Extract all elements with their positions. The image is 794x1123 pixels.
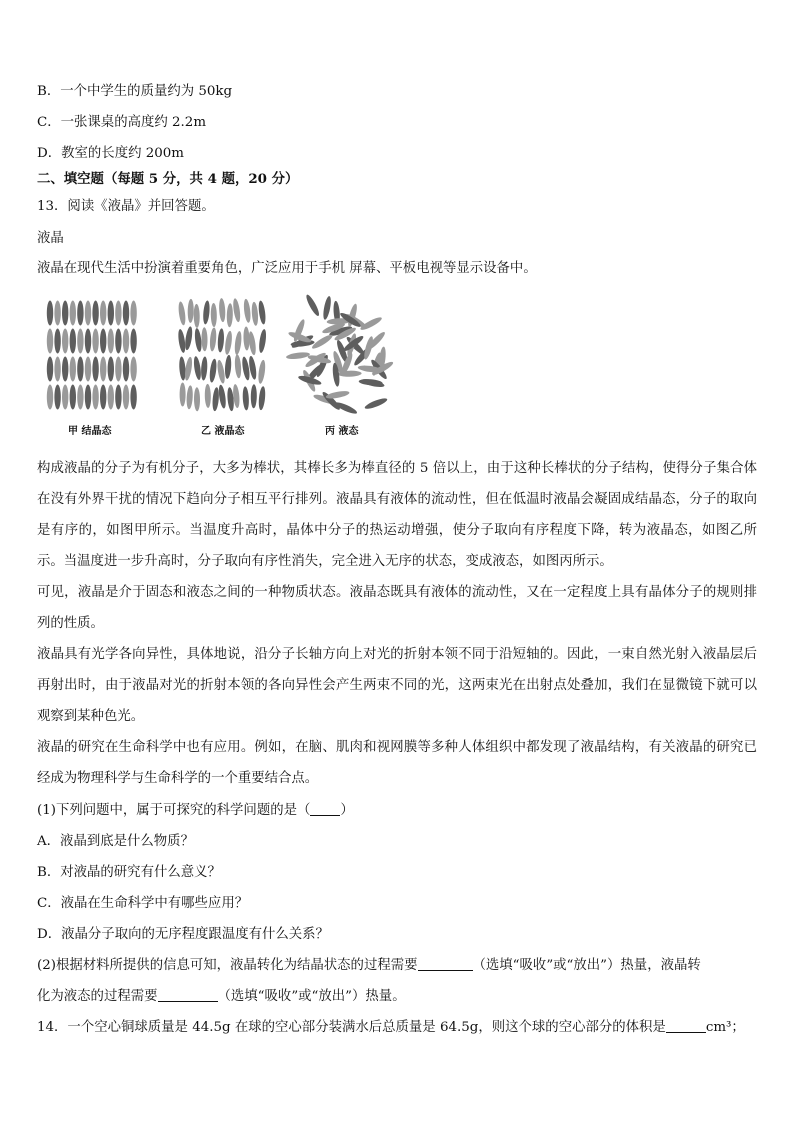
option-b-prev: B．一个中学生的质量约为 50kg (37, 84, 233, 99)
crystal-molecule (62, 329, 68, 354)
crystal-molecule (47, 301, 53, 326)
liquid-crystal-molecule (243, 299, 252, 324)
crystal-molecule (115, 301, 121, 326)
crystal-molecule (85, 357, 91, 382)
liquid-crystal-molecule (194, 328, 203, 353)
answer-blank-1[interactable] (310, 801, 340, 816)
crystal-molecule (115, 329, 121, 354)
liquid-crystal-molecule (202, 300, 210, 324)
crystal-molecule (70, 301, 76, 326)
liquid-molecule (364, 396, 389, 410)
liquid-crystal-molecule (224, 331, 233, 356)
crystal-molecule (92, 385, 98, 410)
crystal-molecule (130, 357, 136, 382)
crystal-molecule (54, 301, 60, 326)
liquid-crystal-molecule (258, 329, 267, 354)
liquid-crystal-molecule (242, 386, 249, 410)
crystal-molecule (92, 357, 98, 382)
liquid-crystal-figure (40, 293, 400, 443)
paragraph-4: 液晶具有光学各向异性，具体地说，沿分子长轴方向上对光的折射本领不同于沿短轴的。因此，一束自然光射入液晶层后再射出时，由于液晶对光的折射本领的各向异性会产生两束不同的光，这两束光在出射点处叠加，我们在显微镜下就可以观察到某种色光。 (37, 647, 757, 724)
crystal-molecule (54, 357, 60, 382)
q13-intro: 13．阅读《液晶》并回答题。 (37, 199, 215, 214)
crystal-molecule (100, 357, 106, 382)
paragraph-5: 液晶的研究在生命科学中也有应用。例如，在脑、肌肉和视网膜等多种人体组织中都发现了液晶结构，有关液晶的研究已经成为物理科学与生命科学的一个重要结合点。 (37, 740, 757, 786)
liquid-crystal-molecule (226, 303, 233, 327)
crystal-molecule (47, 357, 53, 382)
liquid-crystal-molecule (251, 384, 257, 408)
section-heading: 二、填空题（每题 5 分，共 4 题，20 分） (37, 171, 299, 187)
liquid-crystal-molecule (205, 384, 212, 408)
paragraph-2: 构成液晶的分子为有机分子，大多为棒状，其棒长多为棒直径的 5 倍以上，由于这种长棒状的分子结构，使得分子集合体在没有外界干扰的情况下趋向分子相互平行排列。液晶具有液体的流动性，但在低温时液晶会凝固成结晶态，分子的取向是有序的，如图甲所示。当温度升高时，晶体中分子的热运动增强，使分子取向有序程度下降，转为液晶态，如图乙所示。当温度进一步升高时，分子取向有序性消失，完全进入无序的状态，变成液态，如图丙所示。 (37, 461, 757, 569)
liquid-crystal-molecule (193, 304, 199, 328)
liquid-crystal-molecule (193, 356, 202, 381)
crystal-molecule (123, 357, 129, 382)
crystal-molecule (123, 329, 129, 354)
crystal-molecule (100, 385, 106, 410)
liquid-crystal-molecule (209, 358, 218, 383)
liquid-crystal-molecule (201, 327, 207, 351)
crystal-molecule (85, 385, 91, 410)
crystal-molecule (100, 329, 106, 354)
crystal-molecule (130, 385, 136, 410)
caption-liquid-crystal: 乙 液晶态 (201, 426, 245, 437)
caption-crystal: 甲 结晶态 (68, 426, 112, 437)
liquid-crystal-molecule (216, 359, 226, 384)
crystal-molecule (108, 385, 114, 410)
liquid-crystal-molecule (177, 301, 186, 326)
crystal-molecule (70, 385, 76, 410)
crystal-molecule (123, 385, 129, 410)
liquid-crystal-molecule (209, 327, 217, 351)
crystal-molecule (70, 357, 76, 382)
liquid-crystal-molecule (258, 300, 267, 325)
liquid-crystal-molecule (187, 299, 194, 323)
crystal-molecule (77, 385, 83, 410)
crystal-molecule (130, 301, 136, 326)
crystal-molecule (54, 329, 60, 354)
liquid-crystal-molecule (217, 328, 225, 352)
crystal-molecule (92, 329, 98, 354)
crystal-molecule (77, 357, 83, 382)
crystal-molecule (85, 301, 91, 326)
liquid-crystal-molecule (218, 298, 225, 322)
liquid-molecule (360, 378, 385, 389)
liquid-molecule (286, 351, 311, 360)
choice-c: C．液晶在生命科学中有哪些应用？ (37, 896, 249, 911)
option-d-prev: D．教室的长度约 200m (37, 146, 184, 161)
crystal-molecule (108, 357, 114, 382)
answer-blank-3[interactable] (158, 987, 218, 1002)
liquid-molecule (322, 296, 332, 321)
liquid-crystal-molecule (218, 384, 227, 409)
liquid-crystal-molecule (186, 385, 193, 409)
crystal-molecule (62, 357, 68, 382)
crystal-molecule (130, 329, 136, 354)
liquid-crystal-molecule (200, 356, 207, 380)
paragraph-1: 液晶在现代生活中扮演着重要角色，广泛应用于手机 屏幕、平板电视等显示设备中。 (37, 261, 537, 276)
sub-question-1: (1)下列问题中，属于可探究的科学问题的是（ ） (37, 803, 354, 818)
answer-blank-4[interactable] (666, 1018, 706, 1033)
liquid-crystal-molecule (257, 360, 266, 385)
crystal-molecule (62, 301, 68, 326)
crystal-molecule (100, 301, 106, 326)
liquid-crystal-molecule (258, 386, 266, 410)
option-c-prev: C．一张课桌的高度约 2.2m (37, 115, 207, 130)
question-14: 14．一个空心铜球质量是 44.5g 在球的空心部分装满水后总质量是 64.5g，则这个球的空心部分的体积是 cm³； (37, 1020, 745, 1035)
liquid-crystal-molecule (177, 329, 186, 354)
caption-liquid: 丙 液态 (325, 426, 359, 437)
crystal-molecule (62, 385, 68, 410)
sub-question-2-line-1: (2)根据材料所提供的信息可知，液晶转化为结晶状态的过程需要 （选填“吸收”或“放出”）热量，液晶转 (37, 958, 701, 973)
crystal-molecule (77, 329, 83, 354)
crystal-molecule (115, 385, 121, 410)
liquid-crystal-molecule (212, 387, 220, 411)
liquid-crystal-molecule (251, 302, 259, 326)
sub-question-2-line-2: 化为液态的过程需要 （选填“吸收”或“放出”）热量。 (37, 989, 406, 1004)
crystal-molecule (123, 301, 129, 326)
crystal-molecule (70, 329, 76, 354)
crystal-molecule (47, 385, 53, 410)
choice-b: B．对液晶的研究有什么意义？ (37, 865, 221, 880)
choice-a: A．液晶到底是什么物质？ (37, 834, 194, 849)
choice-d: D．液晶分子取向的无序程度跟温度有什么关系？ (37, 927, 329, 942)
paragraph-3: 可见，液晶是介于固态和液态之间的一种物质状态。液晶态既具有液体的流动性，又在一定程度上具有晶体分子的规则排列的性质。 (37, 585, 757, 631)
crystal-molecule (92, 301, 98, 326)
liquid-molecule (304, 293, 321, 317)
molecule-diagrams (40, 293, 400, 423)
liquid-crystal-molecule (234, 354, 242, 378)
liquid-crystal-molecule (194, 387, 200, 411)
crystal-molecule (77, 301, 83, 326)
liquid-crystal-molecule (184, 326, 194, 351)
liquid-crystal-molecule (211, 303, 217, 327)
liquid-crystal-molecule (232, 298, 241, 323)
liquid-crystal-molecule (234, 331, 243, 356)
crystal-molecule (115, 357, 121, 382)
crystal-molecule (108, 301, 114, 326)
answer-blank-2[interactable] (418, 956, 473, 971)
crystal-molecule (108, 329, 114, 354)
liquid-crystal-molecule (224, 355, 232, 379)
liquid-crystal-molecule (180, 383, 186, 407)
article-title: 液晶 (37, 231, 64, 246)
crystal-molecule (47, 329, 53, 354)
crystal-molecule (85, 329, 91, 354)
crystal-molecule (54, 385, 60, 410)
